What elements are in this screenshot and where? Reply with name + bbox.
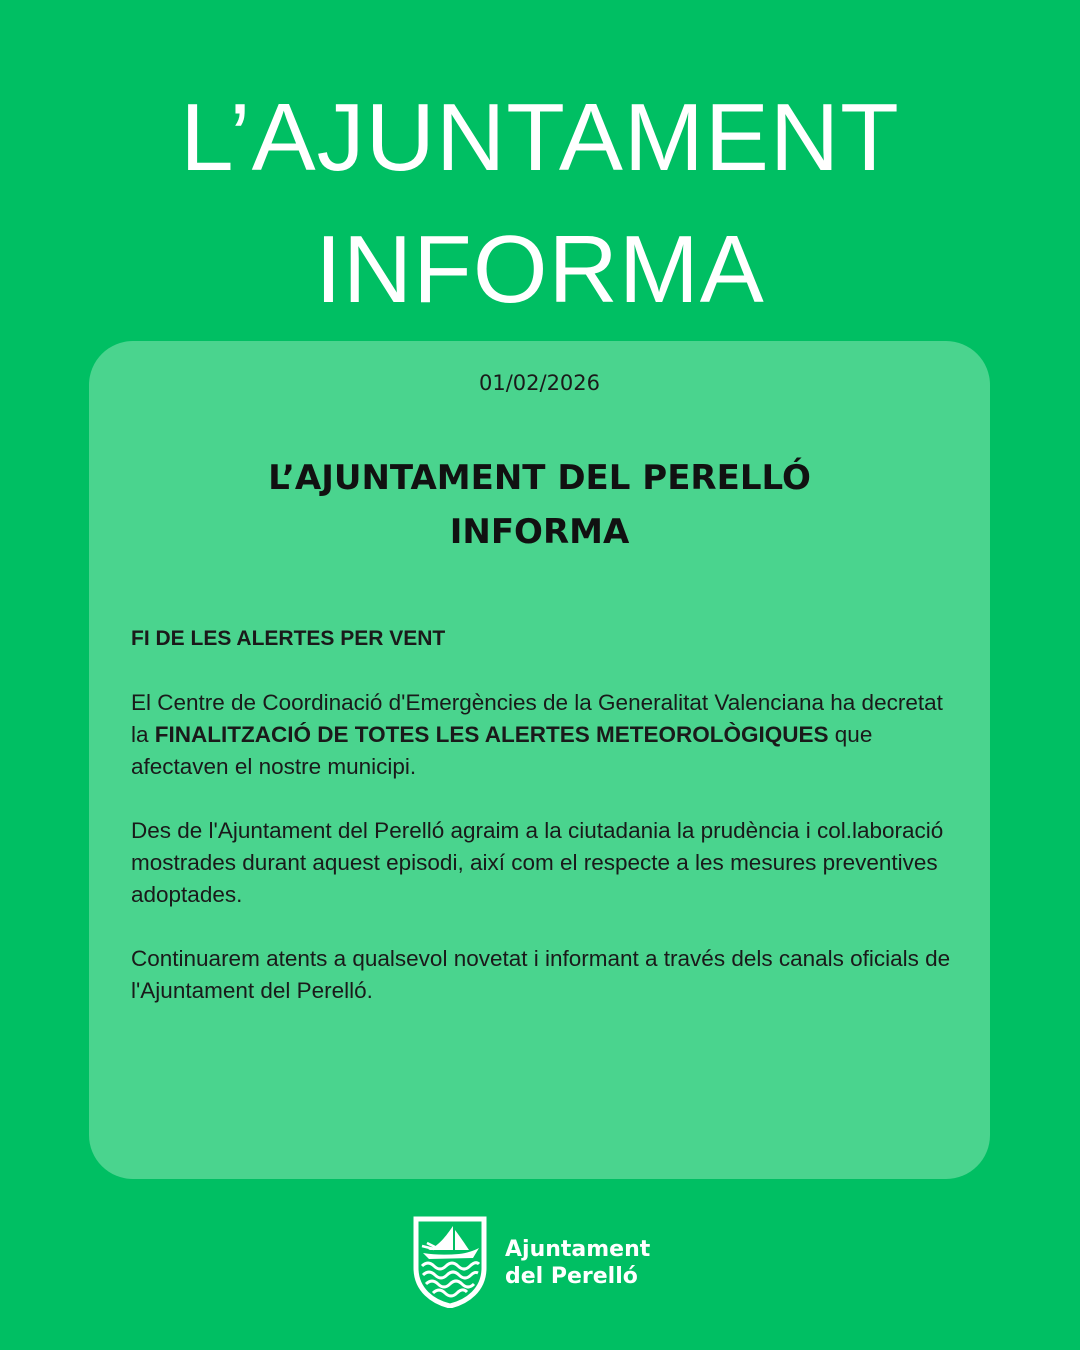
shield-boat-waves-icon (413, 1216, 487, 1308)
notice-title-line-1: L’AJUNTAMENT DEL PERELLÓ (268, 458, 811, 498)
notice-paragraph-2: Des de l'Ajuntament del Perelló agraim a la ciutadania la prudència i col.laboració mostrades durant aquest episodi, així com el respecte a les mesures preventives adoptades. (131, 818, 944, 907)
footer-logo (413, 1216, 673, 1310)
headline-line-2: INFORMA (315, 216, 765, 323)
logo-wordmark (505, 1236, 650, 1290)
notice-paragraph-1 (131, 687, 961, 783)
notice-title-line-2: INFORMA (449, 512, 630, 552)
logo-line-2: del Perelló (505, 1264, 638, 1289)
paragraph-1-start: El Centre de Coordinació d'Emergències de la Generalitat Valenciana ha decretat la (131, 690, 943, 747)
notice-paragraph-3: Continuarem atents a qualsevol novetat i informant a través dels canals oficials de l'Ajuntament del Perelló. (131, 946, 951, 1003)
notice-card (89, 341, 990, 1179)
paragraph-1-emphasis: FINALITZACIÓ DE TOTES LES ALERTES METEOROLÒGIQUES (154, 722, 829, 747)
notice-title (89, 451, 990, 559)
notice-body (131, 623, 961, 1039)
notice-subheading: FI DE LES ALERTES PER VENT (131, 627, 446, 650)
logo-line-1: Ajuntament (505, 1237, 651, 1262)
headline-line-1: L’AJUNTAMENT (180, 84, 900, 191)
paragraph-1-end: que afectaven el nostre municipi. (131, 722, 873, 779)
page-headline (0, 72, 1080, 336)
notice-date: 01/02/2026 (478, 371, 601, 395)
